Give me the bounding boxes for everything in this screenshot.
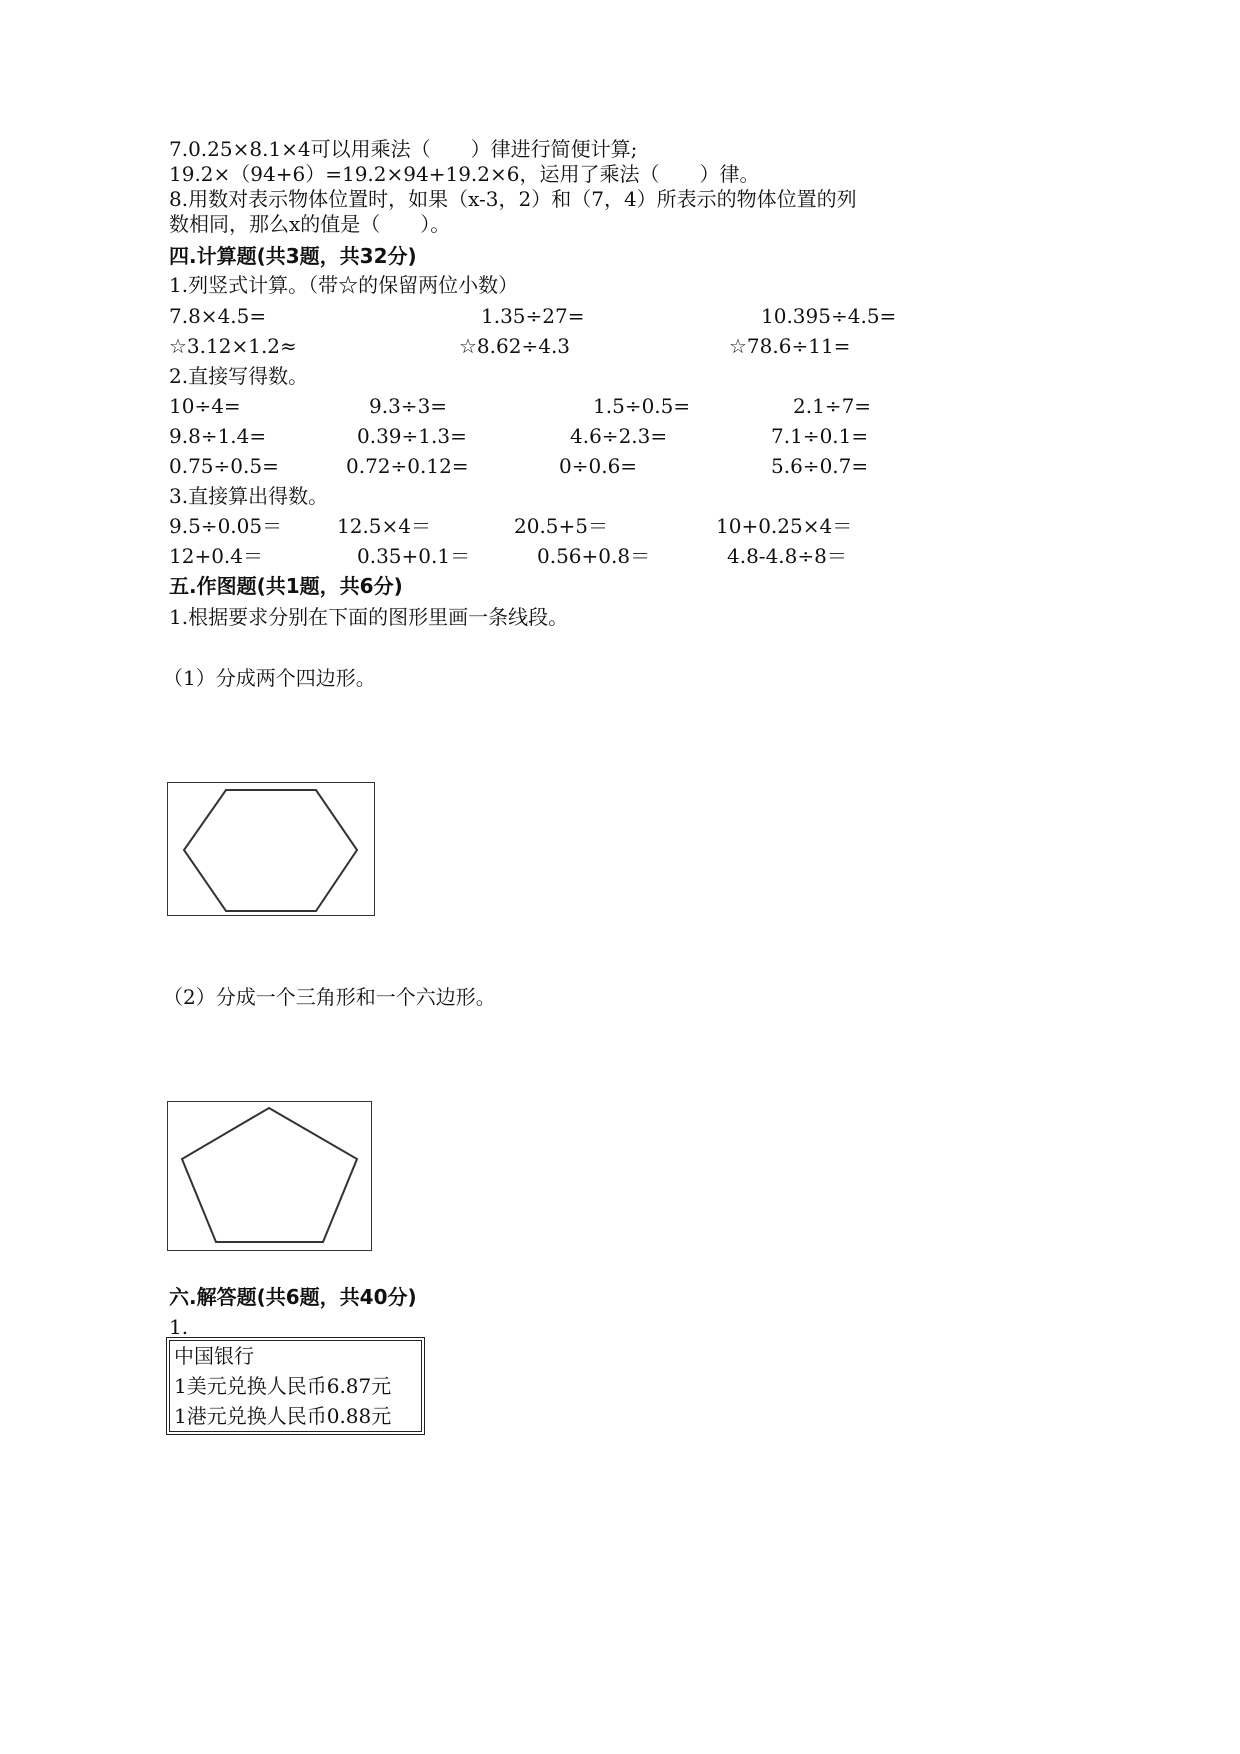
s4-q1-title: 1.列竖式计算。（带☆的保留两位小数） [169,273,519,297]
section5-heading: 五.作图题(共1题，共6分) [169,574,403,598]
s4-q2-item: 9.3÷3= [369,394,448,418]
s4-q2-item: 0.72÷0.12= [346,454,469,478]
s4-q3-item: 12+0.4＝ [169,544,264,568]
s4-q2-item: 0÷0.6= [559,454,638,478]
bank-name: 中国银行 [174,1344,254,1368]
hexagon-shape [184,790,357,911]
s4-q2-item: 7.1÷0.1= [771,424,869,448]
s5-part1-label: （1）分成两个四边形。 [163,666,376,690]
hkd-rate: 1港元兑换人民币0.88元 [174,1404,392,1428]
s4-q2-item: 0.75÷0.5= [169,454,279,478]
section6-heading: 六.解答题(共6题，共40分) [169,1285,417,1309]
section4-heading: 四.计算题(共3题，共32分) [169,244,417,268]
usd-rate: 1美元兑换人民币6.87元 [174,1374,392,1398]
s4-q3-item: 4.8-4.8÷8＝ [727,544,847,568]
s4-q1-item: 7.8×4.5= [169,304,267,328]
q7-line1: 7.0.25×8.1×4可以用乘法（ ）律进行简便计算; [169,137,638,161]
s4-q2-title: 2.直接写得数。 [169,364,309,388]
s4-q2-item: 2.1÷7= [793,394,872,418]
s4-q3-item: 12.5×4＝ [337,514,432,538]
s4-q2-item: 1.5÷0.5= [593,394,691,418]
q8-line1: 8.用数对表示物体位置时，如果（x-3，2）和（7，4）所表示的物体位置的列 [169,187,857,211]
s4-q1-item: ☆78.6÷11= [729,334,851,358]
s4-q2-item: 10÷4= [169,394,241,418]
s6-q1-label: 1. [169,1315,189,1339]
s5-q1-title: 1.根据要求分别在下面的图形里画一条线段。 [169,605,569,629]
s5-part2-label: （2）分成一个三角形和一个六边形。 [163,985,496,1009]
q7-line2: 19.2×（94+6）=19.2×94+19.2×6，运用了乘法（ ）律。 [169,162,760,186]
s4-q3-item: 10+0.25×4＝ [716,514,853,538]
s4-q2-item: 9.8÷1.4= [169,424,267,448]
s4-q2-item: 5.6÷0.7= [771,454,869,478]
q8-line2: 数相同，那么x的值是（ ）。 [169,212,451,236]
bank-rate-box [166,1337,425,1435]
s4-q1-item: 1.35÷27= [481,304,585,328]
pentagon-shape [182,1108,357,1242]
s4-q3-title: 3.直接算出得数。 [169,484,329,508]
hexagon-figure [167,782,375,916]
s4-q2-item: 4.6÷2.3= [570,424,668,448]
s4-q3-item: 9.5÷0.05＝ [169,514,283,538]
s4-q1-item: ☆8.62÷4.3 [459,334,571,358]
s4-q3-item: 0.56+0.8＝ [537,544,651,568]
s4-q1-item: 10.395÷4.5= [761,304,897,328]
s4-q3-item: 20.5+5＝ [514,514,609,538]
s4-q3-item: 0.35+0.1＝ [357,544,471,568]
pentagon-figure [167,1101,372,1251]
s4-q2-item: 0.39÷1.3= [357,424,467,448]
s4-q1-item: ☆3.12×1.2≈ [169,334,297,358]
